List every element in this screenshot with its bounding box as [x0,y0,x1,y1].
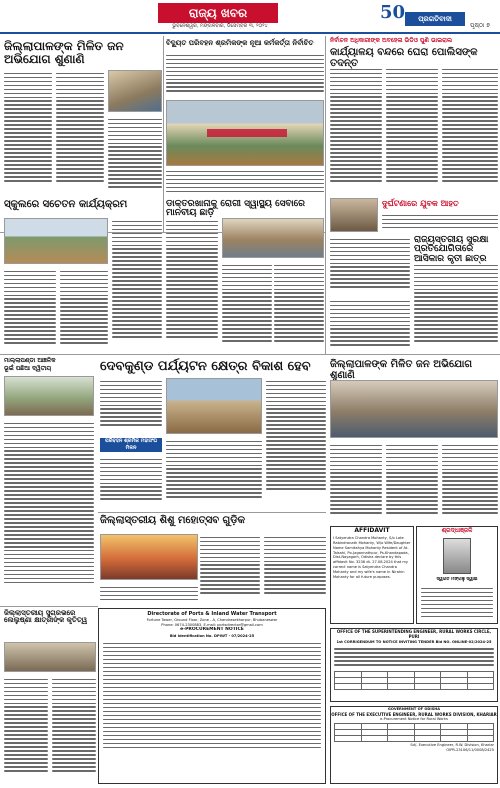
dateline: ଭୁବନେଶ୍ୱର, ମଙ୍ଗଳବାର, ଡିସେମ୍ବର ୩, ୨୦୨୪ [172,23,268,29]
tender-body [103,640,321,760]
tender-notice-label: e-Procurement Notice for Rural Works [380,717,448,722]
headline-8-kicker: ମାଲ୍ଲାପଣ୍ଡା ଆଞ୍ଚଳିକ [4,357,56,364]
story-8-photo [4,376,94,416]
headline-5: ଡାକ୍ତରଖାନାକୁ ରୋଗୀ ସ୍ୱାସ୍ଥ୍ୟ ସେବାରେ ମାନବୀୟ ଛାଡ଼ି [166,199,305,219]
story-4-text [60,268,108,352]
tender-notice-rural-puri [330,628,498,702]
story-12-text [52,676,96,784]
story-2-text [166,52,324,98]
anniversary-logo: 50 [380,2,406,23]
headline-6: ଦୁର୍ଘଟଣାରେ ଯୁବକ ଆହତ [382,199,459,208]
story-4-text [4,268,56,352]
tender-bid-id: Bid Identification No. DPIWT - 07/2024-25 [169,633,255,638]
tender-title: Directorate of Ports & Inland Water Transport [147,611,277,617]
boxed-headline: ପରିବହନ ଶ୍ରମିକ ମହାସଂଘ ମିଳନ [100,438,162,452]
story-1-photo [108,70,162,112]
story-9-text [166,438,262,510]
story-5-text [274,262,324,352]
story-11-photo [100,534,198,580]
story-5-text [166,218,218,352]
story-11-text [200,534,260,604]
tender-phone: Phone: 0674-2300883, E-mail: portsdirector@gmail.com [161,622,263,627]
column-rule [163,36,164,232]
headline-11: ଜିଲ୍ଲାସ୍ତରୀୟ ଶିଶୁ ମହୋତ୍ସବ ଗୁଡ଼ିକ [100,515,246,526]
headline-2: ବିଦ୍ୟୁତ ପରିବହନ ଶ୍ରମିକଙ୍କ ନୂଆ କର୍ମକର୍ତ୍ତା ନିର୍ବାଚିତ [166,39,314,47]
tender-address: Fortune Tower, Ground Floor, Zone - A, Chandrasekharpur, Bhubaneswar [146,617,278,622]
story-6-text [382,212,498,232]
tender-notice-rural-khariar [330,706,498,784]
tender-title: OFFICE OF THE SUPERINTENDING ENGINEER, RURAL WORKS CIRCLE, PURI [336,629,492,640]
tender-gov: GOVERNMENT OF ODISHA [387,707,441,711]
section-divider [0,606,98,607]
section-divider [0,354,500,355]
story-4-text [112,218,162,352]
headline-7: ରାଜ୍ୟସ୍ତରୀୟ ସୁରକ୍ଷା ପ୍ରତିଯୋଗିତାରେ ଆସିକାର କୃତୀ ଛାତ୍ର [414,235,489,264]
section-divider [98,512,326,513]
tender-notice-label: e-PROCUREMENT NOTICE [180,627,244,633]
tender-signature: Sd/- Executive Engineer, R.W. Division, Khariar [410,743,494,748]
story-11-text [264,534,326,604]
ipr-code: OIPR-23106/11/0008/2425 [446,747,494,752]
story-10-text [386,442,438,522]
headline-8-kicker-2: ଭୂଇଁ ପଛିଆ ଦ୍ୱିତୀୟ [4,365,52,372]
story-12-photo [4,642,96,672]
story-6-text [330,236,410,294]
story-7-text [330,298,410,352]
story-1-text [108,116,162,196]
newspaper-brand: ପ୍ରଗତିବାଦୀ [405,12,465,26]
tender-corrigendum: 1st CORRIGENDUM TO NOTICE INVITING TENDER Bid NO. ONLINE-02/2024-25 [336,639,492,644]
story-9-text [100,378,162,434]
headline-3: କାର୍ଯ୍ୟାଳୟ ବନ୍ଦରେ ଘେରା ପୋଲିସଙ୍କ ତଦନ୍ତ [330,47,478,69]
story-9-photo [166,378,262,434]
headline-4: ସ୍କୁଲରେ ସଚେତନ କାର୍ଯ୍ୟକ୍ରମ [4,199,128,210]
story-11-text [100,584,198,604]
headline-1: ଜିଲ୍ଲାପାଳଙ୍କ ମିଳିତ ଜନ ଅଭିଯୋଗ ଶୁଣାଣି [4,39,124,66]
portrait-photo [443,538,471,574]
story-9-text [266,378,326,510]
story-3-text [330,66,382,194]
affidavit-body: I Satyendra Chandra Mohanty, S/o Late Rabindranath Mohanty, W/o Wife/Daughter Name Samikshya Mohanty Resident of At-Talsahi, Po-Jagannathpur, Ps-Khandapada, Dist-Nayagarh, Odisha declare by this affidavit No. 3236 dt. 27.08.2024 that my correct name is Satyendra Chandra Mohanty and my wife's name in Nirahin Mohanty for all future purposes. [333,536,411,579]
story-5-text [222,262,272,352]
tender-table [334,671,494,690]
story-10-text [442,442,498,522]
tender-notice-ports [98,608,326,784]
tender-body [334,646,494,670]
story-1-text [56,70,104,196]
headline-10: ଜିଲ୍ଲାପାଳଙ୍କ ମିଳିତ ଜନ ଅଭିଯୋଗ ଶୁଣାଣି [330,359,473,381]
affidavit-title: AFFIDAVIT [354,527,390,534]
headline-9: ଦେବକୁଣ୍ଡ ପର୍ଯ୍ୟଟନ କ୍ଷେତ୍ର ବିକାଶ ହେବ [100,359,311,374]
story-3-text [442,66,498,194]
section-title: ରାଜ୍ୟ ଖବର [158,3,278,23]
headline-12: ଜିଲ୍ଲାସ୍ତରୀୟ ସୁଗ୍ରଭରେ ଲେଲୁଷ୍ଣା କ୍ଷାତ୍ରୀଙ୍କ କୃତିତ୍ୱ [4,609,88,625]
column-rule [325,36,326,354]
condolence-name: ସ୍ୱର୍ଗତ ମଙ୍ଗଳୁ ସ୍ୱାଇଁ [436,577,478,583]
story-7-text [414,262,498,352]
story-10-photo [330,380,498,438]
banner-shape [207,129,287,137]
tender-title: OFFICE OF THE EXECUTIVE ENGINEER, RURAL WORKS DIVISION, KHARIAR [331,711,497,717]
story-12-text [4,676,48,784]
condolence-ad [416,526,498,624]
condolence-text [421,585,493,625]
story-8-text [4,420,94,604]
tender-table [334,723,494,742]
affidavit-ad [330,526,414,624]
story-4-photo [4,218,108,264]
story-2-photo [166,100,324,166]
story-1-text [4,70,52,196]
story-5-photo [222,218,324,258]
headline-3-kicker: ନିର୍ବାଚନ ଅଧିକାରୀଙ୍କ ଅବହେଳା ଭିଡିଓ ପୁଣି ଭାଇରାଲ [330,37,453,44]
story-10-text [330,442,382,522]
story-6-photo [330,198,378,232]
condolence-title: ଶ୍ରଦ୍ଧାଞ୍ଜଳି [441,527,473,534]
page-number: ପୃଷ୍ଠା ୭ [470,22,490,29]
story-3-text [386,66,438,194]
story-2-text [166,168,324,194]
story-9-text [100,456,162,510]
